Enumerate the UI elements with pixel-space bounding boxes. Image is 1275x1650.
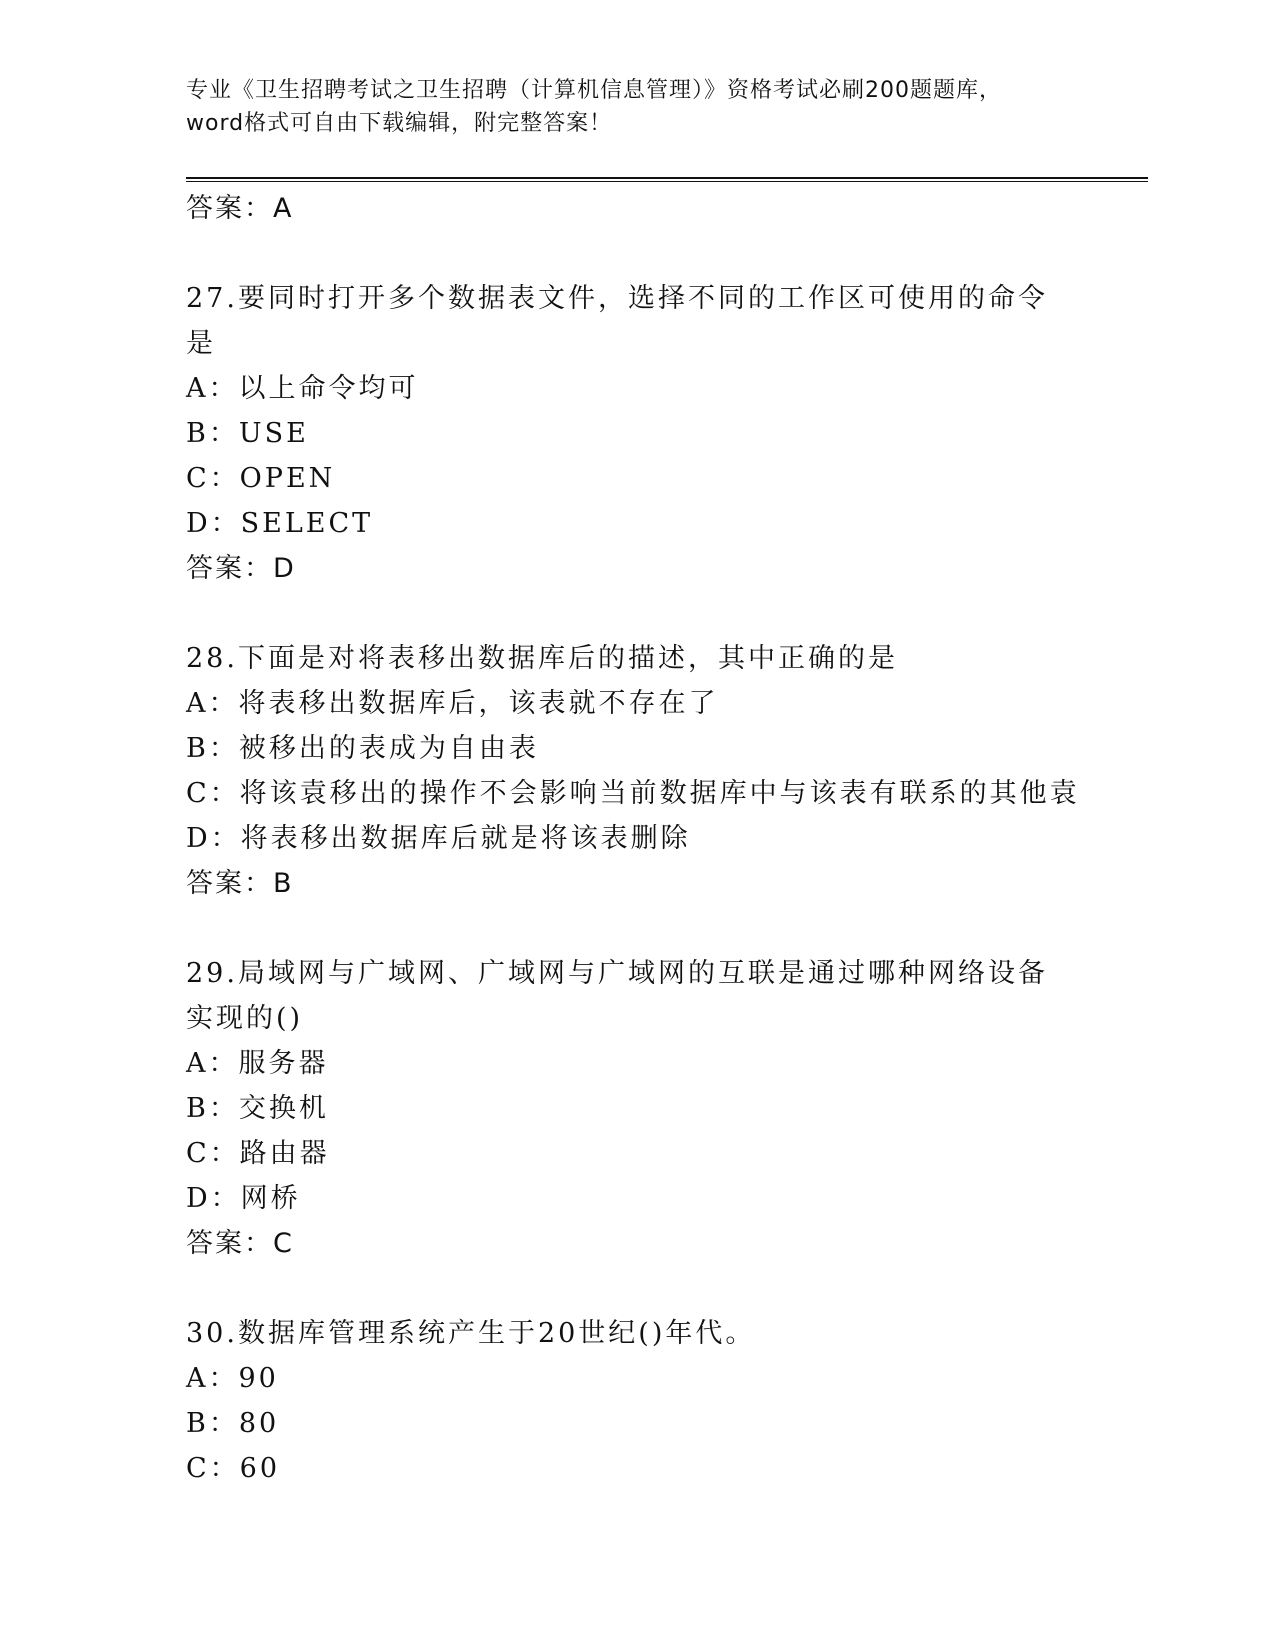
question-text: 28.下面是对将表移出数据库后的描述，其中正确的是 bbox=[186, 643, 898, 674]
option-c: C：路由器 bbox=[186, 1138, 330, 1169]
question-text: 29.局域网与广域网、广域网与广域网的互联是通过哪种网络设备实现的() bbox=[186, 958, 1048, 1034]
option-c: C：60 bbox=[186, 1453, 281, 1484]
question-list bbox=[186, 186, 1148, 1491]
header-divider-thick bbox=[186, 177, 1148, 179]
document-header bbox=[186, 74, 1066, 140]
spacer bbox=[186, 1267, 1148, 1311]
answer-line: 答案：C bbox=[186, 1228, 294, 1259]
question-29 bbox=[186, 951, 1148, 1267]
option-d: D：网桥 bbox=[186, 1183, 301, 1214]
question-28 bbox=[186, 636, 1148, 907]
option-d: D：将表移出数据库后就是将该表删除 bbox=[186, 823, 691, 854]
question-27 bbox=[186, 276, 1148, 592]
answer-line: 答案：D bbox=[186, 553, 296, 584]
header-title-line-2: word格式可自由下载编辑，附完整答案！ bbox=[186, 111, 613, 136]
spacer bbox=[186, 232, 1148, 276]
question-30 bbox=[186, 1311, 1148, 1491]
option-b: B：80 bbox=[186, 1408, 280, 1439]
option-a: A：以上命令均可 bbox=[186, 373, 419, 404]
option-a: A：将表移出数据库后，该表就不存在了 bbox=[186, 688, 719, 719]
answer-line: 答案：A bbox=[186, 193, 294, 224]
option-b: B：交换机 bbox=[186, 1093, 329, 1124]
question-text: 30.数据库管理系统产生于20世纪()年代。 bbox=[186, 1318, 756, 1349]
header-title-line-1: 专业《卫生招聘考试之卫生招聘（计算机信息管理）》资格考试必刷200题题库， bbox=[186, 78, 1002, 103]
question-text: 27.要同时打开多个数据表文件，选择不同的工作区可使用的命令是 bbox=[186, 283, 1048, 359]
answer-line: 答案：B bbox=[186, 868, 294, 899]
option-a: A：90 bbox=[186, 1363, 279, 1394]
option-c: C：OPEN bbox=[186, 463, 336, 494]
header-divider-thin bbox=[186, 181, 1148, 182]
option-d: D：SELECT bbox=[186, 508, 374, 539]
option-c: C：将该袁移出的操作不会影响当前数据库中与该表有联系的其他袁 bbox=[186, 778, 1080, 809]
option-a: A：服务器 bbox=[186, 1048, 329, 1079]
option-b: B：USE bbox=[186, 418, 309, 449]
spacer bbox=[186, 592, 1148, 636]
option-b: B：被移出的表成为自由表 bbox=[186, 733, 539, 764]
spacer bbox=[186, 907, 1148, 951]
